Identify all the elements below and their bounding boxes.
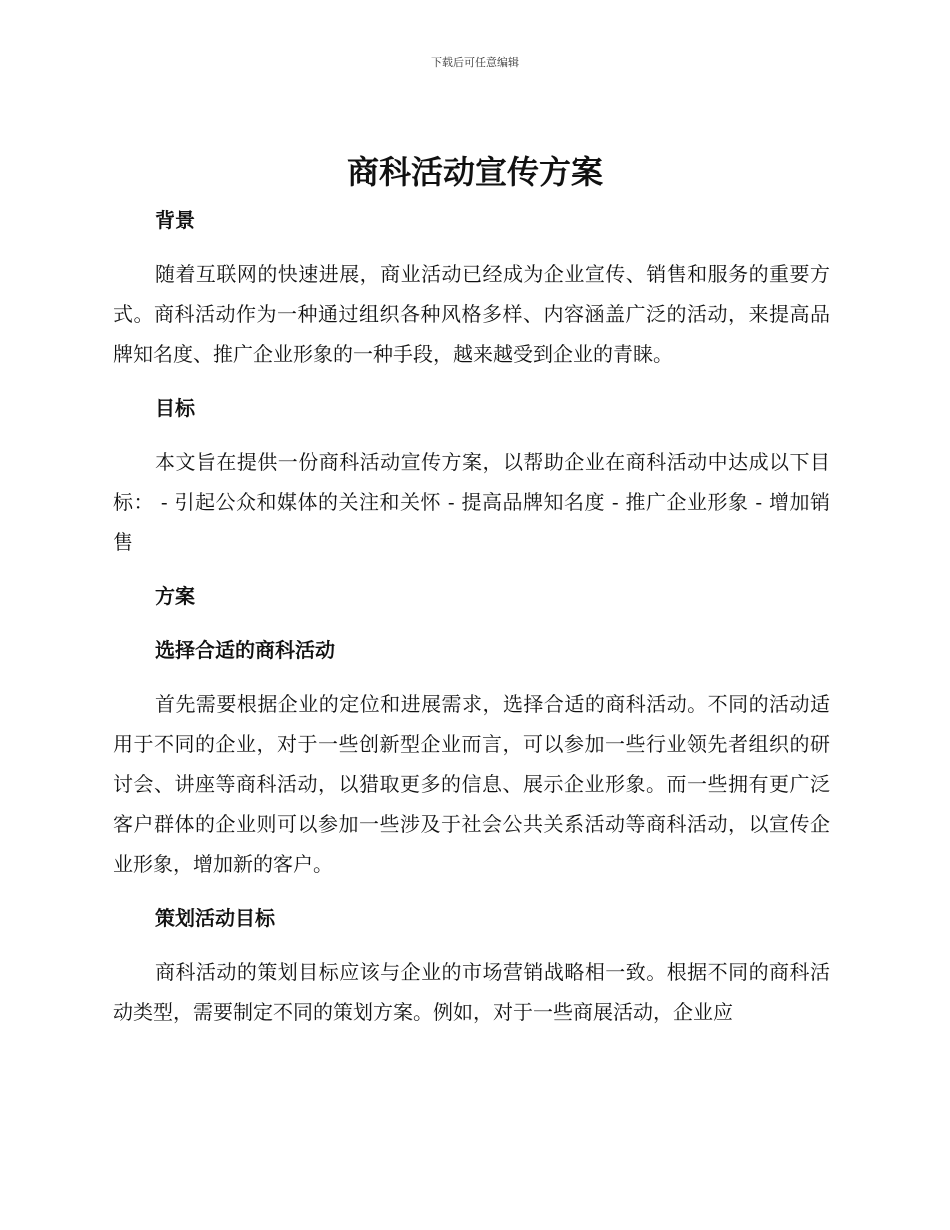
subsection-heading-choose-activity: 选择合适的商科活动 bbox=[155, 638, 335, 662]
page-header-note: 下载后可任意编辑 bbox=[431, 56, 519, 69]
paragraph-goal: 本文旨在提供一份商科活动宣传方案，以帮助企业在商科活动中达成以下目标： - 引起公众和媒体的关注和关怀 - 提高品牌知名度 - 推广企业形象 - 增加销售 bbox=[113, 450, 830, 554]
document-body bbox=[113, 200, 830, 1032]
subsection-heading-activity-target: 策划活动目标 bbox=[155, 906, 275, 930]
paragraph-activity-target: 商科活动的策划目标应该与企业的市场营销战略相一致。根据不同的商科活动类型，需要制定不同的策划方案。例如，对于一些商展活动，企业应 bbox=[113, 960, 830, 1024]
document-title: 商科活动宣传方案 bbox=[346, 153, 603, 191]
section-heading-background: 背景 bbox=[155, 208, 195, 232]
paragraph-background: 随着互联网的快速进展，商业活动已经成为企业宣传、销售和服务的重要方式。商科活动作为一种通过组织各种风格多样、内容涵盖广泛的活动，来提高品牌知名度、推广企业形象的一种手段，越来越受到企业的青睐。 bbox=[113, 262, 830, 366]
section-heading-goal: 目标 bbox=[155, 396, 195, 420]
paragraph-choose-activity: 首先需要根据企业的定位和进展需求，选择合适的商科活动。不同的活动适用于不同的企业，对于一些创新型企业而言，可以参加一些行业领先者组织的研讨会、讲座等商科活动，以猎取更多的信息、展示企业形象。而一些拥有更广泛客户群体的企业则可以参加一些涉及于社会公共关系活动等商科活动，以宣传企业形象，增加新的客户。 bbox=[113, 692, 830, 876]
section-heading-plan: 方案 bbox=[155, 584, 195, 608]
